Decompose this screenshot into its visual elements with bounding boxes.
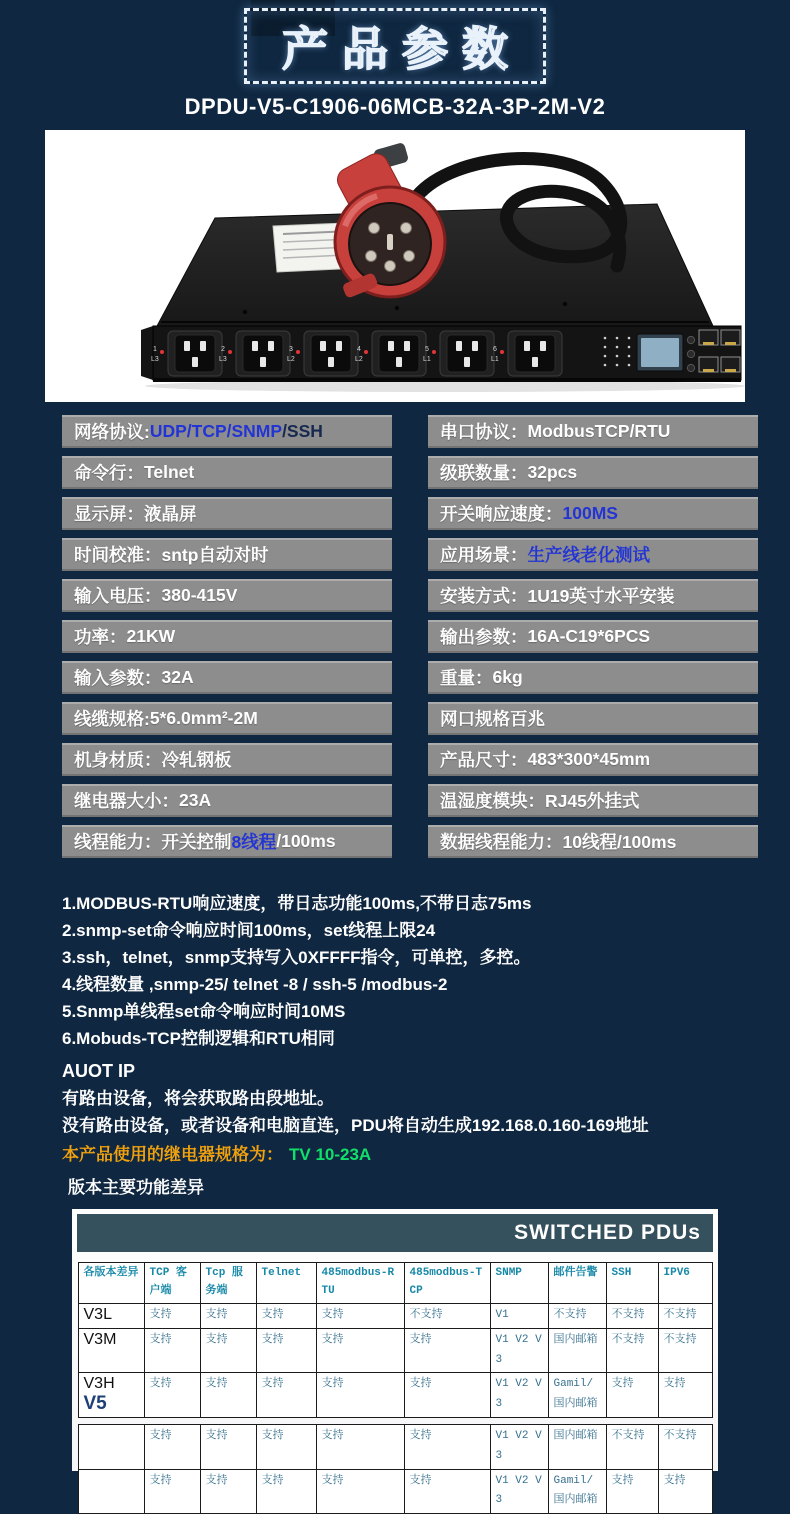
- spec-text: 应用场景：: [440, 545, 528, 565]
- spec-row-right-11: [428, 825, 758, 858]
- outlet-number: 4: [357, 346, 361, 353]
- spec-text: ModbusTCP/RTU: [527, 421, 671, 441]
- table-cell: 支持: [256, 1328, 316, 1373]
- column-header: 485modbus-RTU: [316, 1263, 404, 1304]
- numbered-notes: [62, 890, 754, 1052]
- table-cell: 支持: [404, 1373, 490, 1418]
- table-cell: 不支持: [658, 1424, 712, 1469]
- table-cell: 不支持: [658, 1328, 712, 1373]
- rack-ear-left: [141, 326, 153, 380]
- spec-text: 生产线老化测试: [527, 545, 650, 565]
- note-line: 2.snmp-set命令响应时间100ms，set线程上限24: [62, 921, 436, 940]
- note-line: 5.Snmp单线程set命令响应时间10MS: [62, 1002, 346, 1021]
- table-cell: 支持: [200, 1373, 256, 1418]
- relay-spec-label: 本产品使用的继电器规格为：: [62, 1145, 283, 1164]
- spec-text: 线程能力：: [74, 832, 162, 852]
- table-cell: 支持: [316, 1469, 404, 1514]
- table-cell: V1 V2 V3: [490, 1424, 548, 1469]
- table-cell: 支持: [200, 1469, 256, 1514]
- spec-row-left-8: [62, 702, 392, 735]
- auto-ip-line: 有路由设备，将会获取路由段地址。: [62, 1089, 334, 1108]
- table-cell: 支持: [256, 1304, 316, 1329]
- outlet-number: 6: [493, 346, 497, 353]
- spec-text: 命令行：: [74, 463, 144, 483]
- table-cell: 不支持: [548, 1304, 606, 1329]
- auto-ip-notes: [62, 1085, 754, 1139]
- spec-column-right: [428, 415, 758, 866]
- spec-row-left-10: [62, 784, 392, 817]
- column-header: 邮件告警: [548, 1263, 606, 1304]
- spec-text: 继电器大小：: [74, 791, 179, 811]
- svg-text:L2: [355, 356, 363, 363]
- table-cell: 不支持: [606, 1424, 658, 1469]
- spec-text: 串口协议：: [440, 422, 528, 442]
- table-cell: 支持: [200, 1304, 256, 1329]
- version-cell: [78, 1328, 144, 1373]
- switched-pdus-banner: SWITCHED PDUs: [77, 1214, 713, 1252]
- column-header: TCP 客户端: [144, 1263, 200, 1304]
- spec-text: 输入参数：: [74, 668, 162, 688]
- spec-text: 时间校准：: [74, 545, 162, 565]
- note-line: 1.MODBUS-RTU响应速度，带日志功能100ms,不带日志75ms: [62, 894, 532, 913]
- auto-ip-line: 没有路由设备，或者设备和电脑直连，PDU将自动生成192.168.0.160-169地址: [62, 1116, 649, 1135]
- front-panel-bottom: [153, 378, 741, 382]
- spec-text: 显示屏：: [74, 504, 144, 524]
- spec-text: 100MS: [562, 503, 618, 523]
- spec-text: 数据线程能力：: [440, 832, 563, 852]
- table-cell: 支持: [658, 1373, 712, 1418]
- spec-row-right-10: [428, 784, 758, 817]
- spec-text: 安装方式：: [440, 586, 528, 606]
- spec-text: 网口规格百兆: [440, 709, 545, 729]
- product-params-title-box: [244, 8, 546, 84]
- outlet-phase: L3: [151, 356, 159, 363]
- page-header: [0, 0, 790, 120]
- spec-text: 产品尺寸：: [440, 750, 528, 770]
- spec-text: 380-415V: [161, 585, 238, 605]
- column-header: 各版本差异: [78, 1263, 144, 1304]
- svg-text:L3: [219, 356, 227, 363]
- svg-text:L2: [287, 356, 295, 363]
- spec-text: 8线程: [231, 832, 277, 852]
- table-cell: 不支持: [404, 1304, 490, 1329]
- spec-text: 5*6.0mm²-2M: [149, 708, 258, 728]
- column-header: Telnet: [256, 1263, 316, 1304]
- column-header: SNMP: [490, 1263, 548, 1304]
- table-cell: V1 V2 V3: [490, 1469, 548, 1514]
- table-cell: 支持: [404, 1328, 490, 1373]
- table-cell: 支持: [256, 1424, 316, 1469]
- table-cell: V1 V2 V3: [490, 1373, 548, 1418]
- screw: [395, 306, 399, 310]
- version-comparison-panel: [72, 1209, 718, 1507]
- version-cell: [78, 1469, 144, 1514]
- outlet-number: 1: [153, 346, 157, 353]
- table-cell: 支持: [144, 1328, 200, 1373]
- spec-row-left-7: [62, 661, 392, 694]
- note-line: 3.ssh，telnet，snmp支持写入0XFFFF指令，可单控，多控。: [62, 948, 531, 967]
- spec-row-left-9: [62, 743, 392, 776]
- svg-text:6: [493, 346, 497, 353]
- table-cell: 支持: [316, 1373, 404, 1418]
- column-header: 485modbus-TCP: [404, 1263, 490, 1304]
- svg-text:4: [357, 346, 361, 353]
- outlet-phase: L1: [423, 356, 431, 363]
- table-cell: 不支持: [606, 1328, 658, 1373]
- table-cell: 不支持: [658, 1304, 712, 1329]
- table-cell: 支持: [316, 1328, 404, 1373]
- spec-text: sntp自动对时: [161, 545, 269, 565]
- spec-text: UDP/TCP/SNMP: [149, 421, 283, 441]
- table-cell: V1 V2 V3: [490, 1328, 548, 1373]
- table-cell: 支持: [144, 1373, 200, 1418]
- table-cell: 支持: [144, 1469, 200, 1514]
- svg-text:L1: [491, 356, 499, 363]
- table-cell: 支持: [606, 1469, 658, 1514]
- version-table: [78, 1424, 713, 1514]
- spec-text: /100ms: [276, 831, 336, 851]
- spec-text: 16A-C19*6PCS: [527, 626, 651, 646]
- spec-row-right-9: [428, 743, 758, 776]
- version-label: V3H: [83, 1375, 115, 1393]
- version-label: V3M: [83, 1330, 117, 1348]
- spec-text: 23A: [179, 790, 212, 810]
- spec-text: 32A: [161, 667, 194, 687]
- table-cell: 国内邮箱: [548, 1328, 606, 1373]
- spec-text: 6kg: [492, 667, 523, 687]
- table-cell: 支持: [200, 1328, 256, 1373]
- table-cell: 支持: [606, 1373, 658, 1418]
- column-header: SSH: [606, 1263, 658, 1304]
- spec-text: 重量：: [440, 668, 493, 688]
- table-cell: 支持: [144, 1424, 200, 1469]
- column-header: IPV6: [658, 1263, 712, 1304]
- auto-ip-title: AUOT IP: [62, 1061, 136, 1081]
- relay-spec-value: TV 10-23A: [289, 1145, 372, 1164]
- product-photo-card: [45, 130, 745, 402]
- spec-row-left-3: [62, 497, 392, 530]
- svg-text:L3: [151, 356, 159, 363]
- table-cell: 国内邮箱: [548, 1424, 606, 1469]
- spec-column-left: [62, 415, 392, 866]
- table-cell: 支持: [200, 1424, 256, 1469]
- table-cell: Gamil/国内邮箱: [548, 1373, 606, 1418]
- note-line: 4.线程数量 ,snmp-25/ telnet -8 / ssh-5 /modbus-2: [62, 975, 448, 994]
- spec-text: 网络协议:: [74, 422, 150, 442]
- table-cell: 支持: [144, 1304, 200, 1329]
- svg-text:1: [153, 346, 157, 353]
- product-photo: [45, 130, 745, 402]
- spec-text: 开关控制: [161, 832, 232, 852]
- spec-text: 液晶屏: [144, 504, 197, 524]
- spec-text: /SSH: [282, 421, 323, 441]
- spec-row-left-4: [62, 538, 392, 571]
- spec-row-left-5: [62, 579, 392, 612]
- page-title: 产品参数: [282, 23, 522, 75]
- outlet-phase: L1: [491, 356, 499, 363]
- table-cell: Gamil/国内邮箱: [548, 1469, 606, 1514]
- table-cell: 支持: [256, 1469, 316, 1514]
- spec-row-right-7: [428, 661, 758, 694]
- table-cell: 支持: [316, 1304, 404, 1329]
- svg-text:3: [289, 346, 293, 353]
- spec-text: 10线程/100ms: [562, 832, 677, 852]
- spec-text: 1U19英寸水平安装: [527, 586, 675, 606]
- spec-text: 开关响应速度：: [440, 504, 563, 524]
- spec-text: 21KW: [126, 626, 176, 646]
- spec-text: 温湿度模块：: [440, 791, 545, 811]
- version-table-main: [77, 1262, 713, 1418]
- spec-text: 机身材质：: [74, 750, 162, 770]
- spec-row-left-2: [62, 456, 392, 489]
- spec-text: 输入电压：: [74, 586, 162, 606]
- spec-text: 功率：: [74, 627, 127, 647]
- notes-section: [62, 890, 754, 1201]
- screw: [563, 302, 567, 306]
- version-diff-title: 版本主要功能差异: [68, 1178, 204, 1197]
- spec-row-left-6: [62, 620, 392, 653]
- version-cell: [78, 1424, 144, 1469]
- spec-text: Telnet: [144, 462, 195, 482]
- panel-button: [687, 350, 694, 357]
- version-table: [78, 1262, 713, 1418]
- spec-row-left-11: [62, 825, 392, 858]
- screw: [243, 310, 247, 314]
- model-number: DPDU-V5-C1906-06MCB-32A-3P-2M-V2: [184, 94, 606, 119]
- svg-text:L1: [423, 356, 431, 363]
- version-label-v5: V5: [83, 1392, 107, 1414]
- table-cell: 支持: [316, 1424, 404, 1469]
- spec-row-left-1: [62, 415, 392, 448]
- spec-text: 32pcs: [527, 462, 578, 482]
- spec-row-right-8: [428, 702, 758, 735]
- table-cell: 不支持: [606, 1304, 658, 1329]
- outlet-number: 2: [221, 346, 225, 353]
- spec-text: RJ45外挂式: [545, 791, 640, 811]
- panel-button: [687, 336, 694, 343]
- spec-row-right-5: [428, 579, 758, 612]
- version-label: V3L: [83, 1306, 112, 1323]
- spec-row-right-4: [428, 538, 758, 571]
- version-cell: [78, 1304, 144, 1329]
- version-cell: [78, 1373, 144, 1418]
- spec-row-right-1: [428, 415, 758, 448]
- outlet-number: 3: [289, 346, 293, 353]
- outlet-phase: L2: [287, 356, 295, 363]
- spec-row-right-6: [428, 620, 758, 653]
- table-cell: 支持: [658, 1469, 712, 1514]
- table-cell: 支持: [404, 1469, 490, 1514]
- spec-text: 483*300*45mm: [527, 749, 651, 769]
- spec-row-right-2: [428, 456, 758, 489]
- lcd-display: [637, 334, 683, 371]
- note-line: 6.Mobuds-TCP控制逻辑和RTU相同: [62, 1029, 335, 1048]
- spec-text: 输出参数：: [440, 627, 528, 647]
- relay-spec-line: [62, 1141, 754, 1168]
- table-cell: 支持: [256, 1373, 316, 1418]
- spec-row-right-3: [428, 497, 758, 530]
- spec-section: [62, 415, 758, 866]
- outlet-number: 5: [425, 346, 429, 353]
- table-cell: V1: [490, 1304, 548, 1329]
- spec-text: 级联数量：: [440, 463, 528, 483]
- spec-text: 线缆规格:: [74, 709, 150, 729]
- svg-text:5: [425, 346, 429, 353]
- panel-button: [687, 364, 694, 371]
- svg-text:2: [221, 346, 225, 353]
- column-header: Tcp 服务端: [200, 1263, 256, 1304]
- outlet-phase: L2: [355, 356, 363, 363]
- table-cell: 支持: [404, 1424, 490, 1469]
- outlet-phase: L3: [219, 356, 227, 363]
- spec-text: 冷轧钢板: [161, 750, 232, 770]
- version-table-extra: [77, 1424, 713, 1514]
